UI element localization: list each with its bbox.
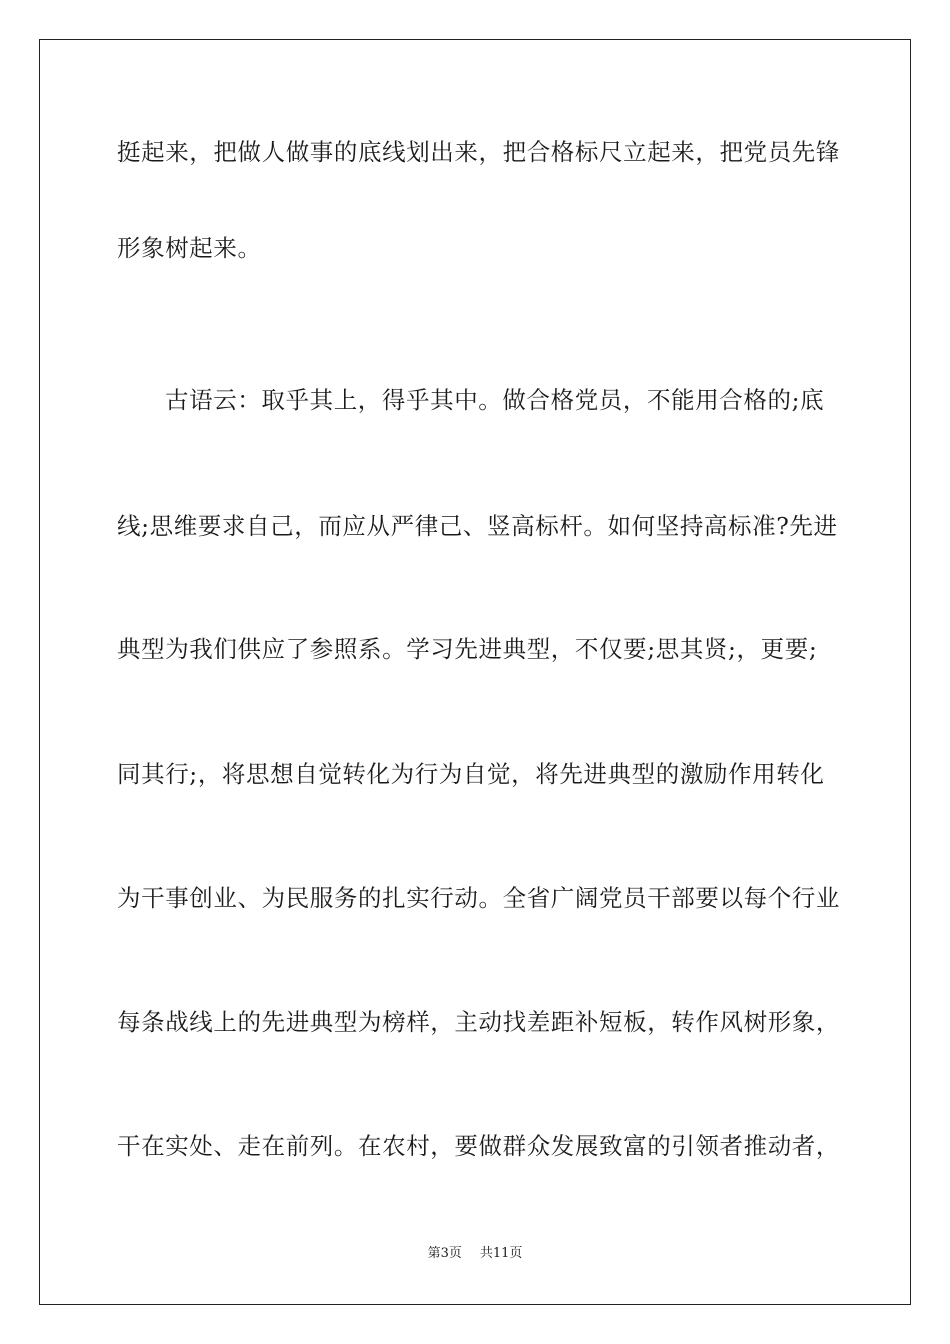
paragraph-line: 古语云：取乎其上，得乎其中。做合格党员，不能用合格的;底 xyxy=(165,386,825,414)
paragraph-line: 干在实处、走在前列。在农村，要做群众发展致富的引领者推动者， xyxy=(117,1132,840,1160)
paragraph-line: 线;思维要求自己，而应从严律己、竖高标杆。如何坚持高标准?先进 xyxy=(117,512,838,540)
paragraph-line: 形象树起来。 xyxy=(117,234,262,262)
paragraph-line: 每条战线上的先进典型为榜样，主动找差距补短板，转作风树形象， xyxy=(117,1008,840,1036)
paragraph-line: 同其行;，将思想自觉转化为行为自觉，将先进典型的激励作用转化 xyxy=(117,760,825,788)
page-footer xyxy=(0,1246,950,1262)
paragraph-line: 为干事创业、为民服务的扎实行动。全省广阔党员干部要以每个行业 xyxy=(117,884,840,912)
page-border xyxy=(39,39,911,1305)
page-total: 共11页 xyxy=(479,1246,523,1261)
paragraph-line: 典型为我们供应了参照系。学习先进典型，不仅要;思其贤;，更要; xyxy=(117,635,818,663)
paragraph-line: 挺起来，把做人做事的底线划出来，把合格标尺立起来，把党员先锋 xyxy=(117,138,840,166)
page-number: 第3页 xyxy=(427,1246,462,1261)
